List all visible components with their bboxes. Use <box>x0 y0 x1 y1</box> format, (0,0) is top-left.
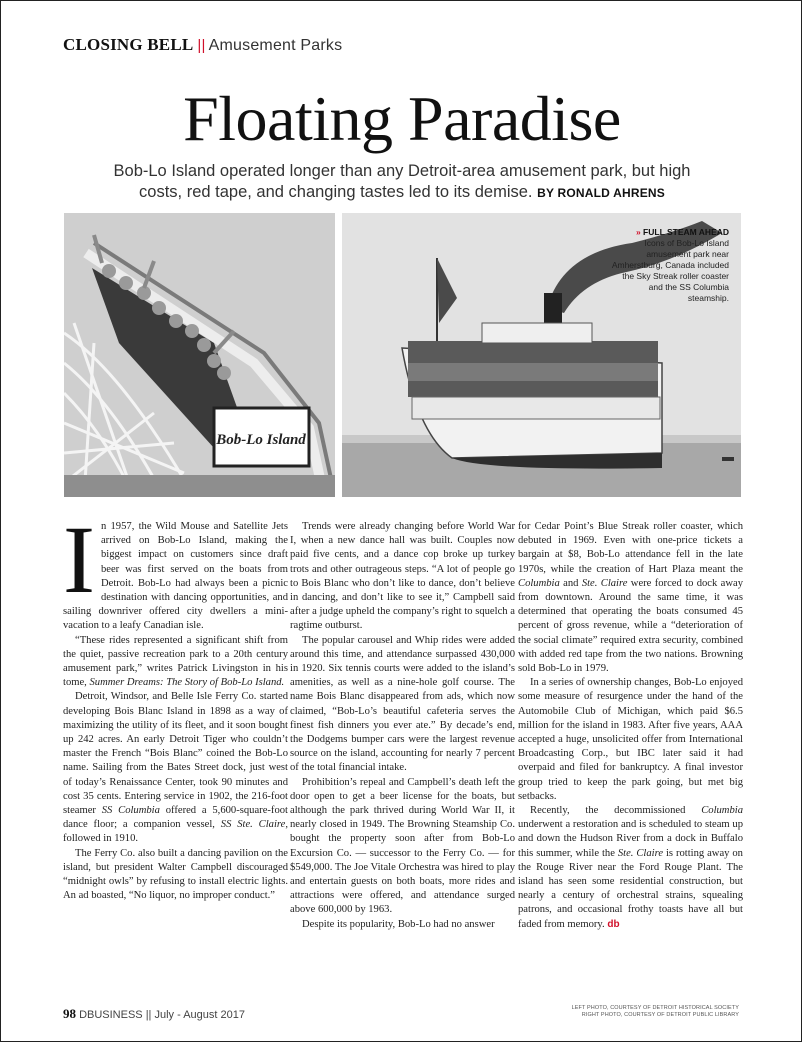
caption-arrow-icon: » <box>635 227 641 237</box>
roller-coaster-illustration <box>64 213 335 497</box>
paragraph: In a series of ownership changes, Bob-Lo enjoyed some measure of resurgence under the hand of the Automobile Club of Michigan, which paid $6.5 million for the island in 1983. After five years, AAA accepted a huge, unsolicited offer from International Broadcasting Corp., but IBC later said it had overpaid and filed for bankruptcy. A final investor group tried to keep the park going, but met big setbacks. <box>518 677 743 802</box>
column-2 <box>290 520 515 932</box>
article-title: Floating Paradise <box>183 83 621 154</box>
paragraph-text: is rotting away on the Rouge River near the Ford Rouge Plant. The island has seen some residential construction, but nearly a century of orchestral strains, squealing patrons, and occasional frothy toasts have all but faded from memory. <box>518 847 743 930</box>
article-dek <box>101 161 703 204</box>
paragraph: Trends were already changing before World War I, when a new dance hall was built. Couples now paid five cents, and a dance cop broke up turkey trots and other outrageous steps. “A lot of people go to Bois Blanc who don’t like to dance, don’t believe in dancing, and don’t like to see it,” Campbell said after a judge upheld the company’s right to squelch a ragtime outburst. <box>290 521 515 632</box>
section-name: CLOSING BELL <box>63 35 194 54</box>
page-number: 98 <box>63 1006 76 1021</box>
dek-text: Bob-Lo Island operated longer than any Detroit-area amusement park, but high costs, red tape, and changing tastes led to its demise. <box>113 162 691 201</box>
paragraph: Despite its popularity, Bob-Lo had no answer <box>302 918 495 930</box>
credit-right: RIGHT PHOTO, COURTESY OF DETROIT PUBLIC LIBRARY <box>581 1012 739 1018</box>
steamship-photo <box>342 213 741 497</box>
paragraph-text: were forced to dock away from downtown. Around the same time, it was determined that operating the boats consumed 45 percent of gross revenue, while a “deterioration of the social climate” required extra security, combined with added red tape from the two nations. Browning sold Bob-Lo in 1979. <box>518 577 744 675</box>
column-3 <box>518 520 743 932</box>
page-footer <box>63 1006 245 1022</box>
credit-left: LEFT PHOTO, COURTESY OF DETROIT HISTORICAL SOCIETY <box>571 1005 739 1011</box>
ship-name: SS Ste. Claire <box>220 819 286 831</box>
paragraph-text: offered a 5,600-square-foot dance floor; a companion vessel, <box>63 805 288 831</box>
photo-caption <box>609 227 729 304</box>
paragraph-text: The Ferry Co. also built a dancing pavilion on the island, but president Walter Campbell discouraged “midnight owls” by refusing to install electric lights. An ad boasted, “No liquor, no improper conduct.” <box>63 847 288 902</box>
footer-separator: || <box>145 1009 152 1021</box>
roller-coaster-photo <box>64 213 335 497</box>
paragraph: Prohibition’s repeal and Campbell’s death left the door open to get a beer license for the boats, but although the park thrived during World War II, it nearly closed in 1949. The Browning Steamship Co. bought the property soon after from Bob-Lo Excursion Co. — successor to the Ferry Co. — for $549,000. The Joe Vitale Orchestra was hired to play and entertain guests on both boats, more rides and attractions were offered, and attendance surged above 600,000 by 1963. <box>290 776 515 916</box>
ship-name: Ste. Claire <box>581 577 628 589</box>
ship-name: SS Columbia <box>101 805 160 817</box>
paragraph-text: n 1957, the Wild Mouse and Satellite Jets arrived on Bob-Lo Island, making the biggest impact on customers since draft beer was first served on the boats from Detroit. Bob-Lo had always been a picnic destination with dancing opportunities, and sailing downriver offered city dwellers a mini-vacation to a leafy Canadian isle. <box>63 521 288 632</box>
paragraph-text: and <box>563 577 579 589</box>
section-separator: || <box>197 37 206 54</box>
paragraph <box>63 634 288 691</box>
paragraph-text: , followed in 1910. <box>63 819 288 845</box>
ship-name: Columbia <box>701 805 743 817</box>
paragraph <box>518 804 743 932</box>
paragraph-text: “These rides represented a significant shift from the quiet, passive recreation park to a 20th century amusement park,” writes Patrick Livingston in his tome, <box>63 634 288 689</box>
coaster-sign-text: Bob-Lo Island <box>216 432 306 448</box>
drop-cap: I <box>63 506 95 613</box>
byline: BY RONALD AHRENS <box>537 186 665 200</box>
end-mark-icon: db <box>607 918 620 930</box>
paragraph <box>518 520 743 676</box>
book-title: Summer Dreams: The Story of Bob-Lo Island. <box>89 677 285 689</box>
issue-date: July - August 2017 <box>154 1009 245 1021</box>
ship-name: Columbia <box>518 577 560 589</box>
paragraph-text: underwent a restoration and is scheduled to steam up and down the Hudson River from a dock in Buffalo this summer, while the <box>518 819 743 859</box>
publication-name: DBUSINESS <box>79 1009 143 1021</box>
paragraph <box>63 690 288 846</box>
section-header <box>63 35 342 55</box>
paragraph <box>63 506 288 634</box>
column-1 <box>63 506 288 903</box>
paragraph: The popular carousel and Whip rides were added around this time, and attendance surpassed 430,000 in 1920. Six tennis courts were added to the island’s amenities, as well as a nine-hole golf course. The name Bois Blanc disappeared from ads, which now claimed, “Bob-Lo’s beautiful cafeteria serves the finest fish dinners you ever ate.” By decade’s end, the Dodgems bumper cars were the largest revenue source on the island, accounting for nearly 7 percent of the total financial intake. <box>290 634 515 774</box>
section-topic: Amusement Parks <box>208 37 343 54</box>
paragraph-text: Recently, the decommissioned <box>530 805 686 817</box>
paragraph <box>63 847 288 904</box>
caption-heading: FULL STEAM AHEAD <box>643 227 729 237</box>
photo-credits <box>572 1005 739 1019</box>
paragraph-text: for Cedar Point’s Blue Streak roller coaster, which debuted in 1969. Even with one-price tickets a bargain at $8, Bob-Lo attendance fell in the late 1970s, while the creation of Hart Plaza meant the <box>518 521 743 575</box>
ship-name: Ste. Claire <box>617 847 664 859</box>
caption-text: Icons of Bob-Lo Island amusement park near Amherstburg, Canada included the Sky Streak roller coaster and the SS Columbia steamship. <box>611 238 729 303</box>
paragraph-text: Detroit, Windsor, and Belle Isle Ferry Co. started developing Bois Blanc Island in 1898 as a way of maximizing the utility of its fleet, and it soon bought up 242 acres. An early Detroit Tiger who couldn’t master the French “Bois Blanc” coined the Bob-Lo name. Sailing from the Bates Street dock, just west of today’s Renaissance Center, took 90 minutes and cost 35 cents. Entering service in 1902, the 216-foot steamer <box>63 691 288 817</box>
